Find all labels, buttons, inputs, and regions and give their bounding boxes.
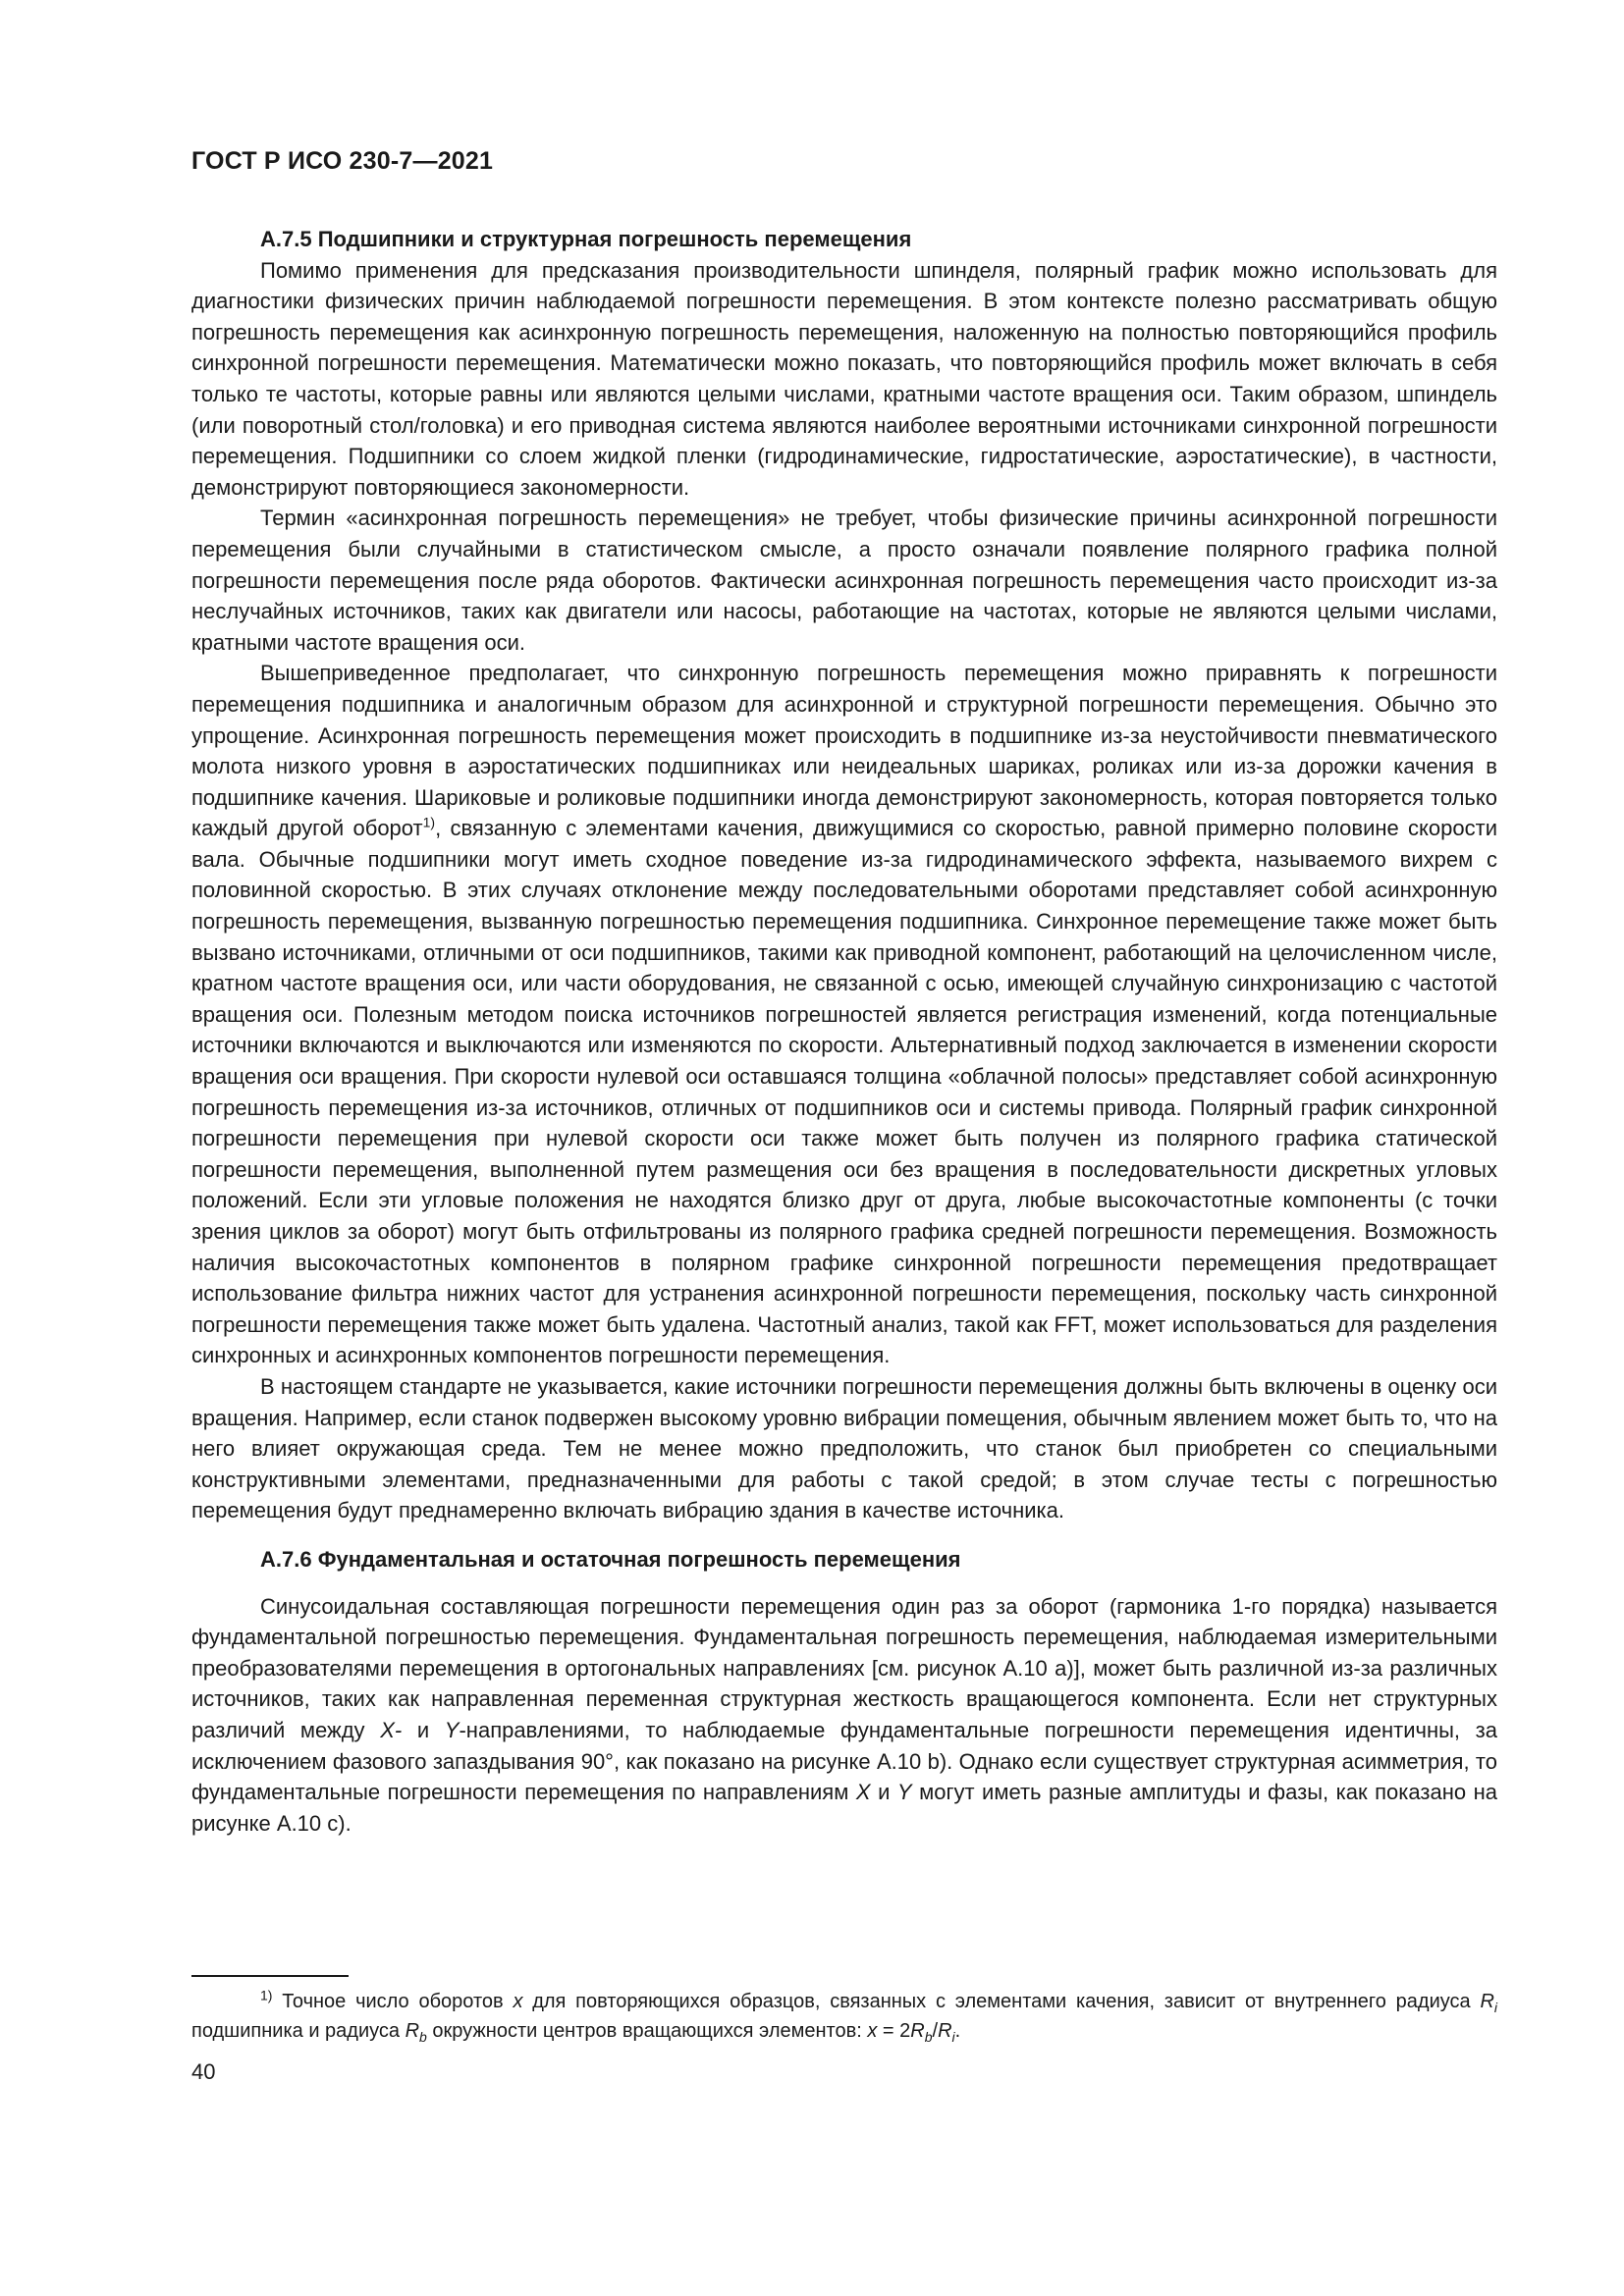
footnote bbox=[191, 1987, 1497, 2046]
footnote-part: подшипника и радиуса bbox=[191, 2020, 406, 2042]
symbol-x: X bbox=[855, 1780, 871, 1805]
symbol-x: x bbox=[513, 1991, 523, 2012]
section-heading-a76: А.7.6 Фундаментальная и остаточная погрешность перемещения bbox=[260, 1546, 961, 1572]
paragraph-a75-1: Помимо применения для предсказания производительности шпинделя, полярный график можно использовать для диагностики физических причин наблюдаемой погрешности перемещения. В этом контексте полезно рассматривать общую погрешность перемещения как асинхронную погрешность перемещения, наложенную на полностью повторяющийся профиль синхронной погрешности перемещения. Математически можно показать, что повторяющийся профиль может включать в себя только те частоты, которые равны или являются целыми числами, кратными частоте вращения оси. Таким образом, шпиндель (или поворотный стол/головка) и его приводная система являются наиболее вероятными источниками синхронной погрешности перемещения. Подшипники со слоем жидкой пленки (гидродинамические, гидростатические, аэростатические), в частности, демонстрируют повторяющиеся закономерности. bbox=[191, 257, 1497, 500]
subscript-i: i bbox=[951, 2029, 955, 2045]
symbol-r: R bbox=[1480, 1991, 1494, 2012]
section-heading-a75: А.7.5 Подшипники и структурная погрешность перемещения bbox=[260, 227, 912, 251]
symbol-r: R bbox=[938, 2020, 952, 2042]
page-number: 40 bbox=[191, 2059, 216, 2084]
paragraph-a76-1 bbox=[191, 1591, 1497, 1840]
footnote-text bbox=[191, 1987, 1497, 2046]
paragraph-a75-3 bbox=[191, 658, 1497, 1371]
subscript-i: i bbox=[1493, 2000, 1498, 2015]
symbol-r: R bbox=[405, 2020, 420, 2042]
main-text bbox=[191, 224, 1497, 1839]
document-header-title: ГОСТ Р ИСО 230-7—2021 bbox=[191, 147, 494, 175]
footnote-part: . bbox=[954, 2020, 961, 2042]
footnote-reference: 1) bbox=[422, 814, 436, 830]
symbol-r: R bbox=[910, 2020, 925, 2042]
text-and: и bbox=[402, 1717, 445, 1742]
footnote-part: окружности центров вращающихся элементов: bbox=[426, 2020, 868, 2042]
paragraph-a76-1-part2: -направлениями, то наблюдаемые фундаментальные погрешности перемещения идентичны, за исключением фазового запаздывания 90°, как показано на рисунке А.10 b). Однако если существует структурная асимметрия, то фундаментальные погрешности перемещения по направлениям bbox=[191, 1717, 1497, 1805]
symbol-x: x bbox=[867, 2020, 878, 2042]
symbol-x: X- bbox=[380, 1717, 403, 1742]
footnote-mark: 1) bbox=[260, 1987, 273, 2003]
paragraph-a75-3-part1: Вышеприведенное предполагает, что синхронную погрешность перемещения можно приравнять к погрешности перемещения подшипника и аналогичным образом для асинхронной и структурной погрешности перемещения. Обычно это упрощение. Асинхронная погрешность перемещения может происходить в подшипнике из-за неустойчивости пневматического молота низкого уровня в аэростатических подшипниках или неидеальных шариках, роликах или из-за дорожки качения в подшипнике качения. Шариковые и роликовые подшипники иногда демонстрируют закономерность, которая повторяется только каждый другой оборот bbox=[191, 661, 1497, 841]
footnote-part: для повторяющихся образцов, связанных с элементами качения, зависит от внутреннего радиуса bbox=[522, 1991, 1481, 2012]
symbol-y: Y bbox=[896, 1780, 912, 1805]
footnote-part: Точное число оборотов bbox=[272, 1991, 514, 2012]
footnote-separator bbox=[191, 1975, 349, 1977]
symbol-y: Y bbox=[444, 1717, 460, 1742]
subscript-b: b bbox=[924, 2029, 933, 2045]
paragraph-a76-1-part3: могут иметь разные амплитуды и фазы, как показано на рисунке А.10 с). bbox=[191, 1780, 1497, 1836]
footnote-part: / bbox=[932, 2020, 939, 2042]
text-and: и bbox=[870, 1780, 897, 1805]
paragraph-a75-2: Термин «асинхронная погрешность перемещения» не требует, чтобы физические причины асинхронной погрешности перемещения были случайными в статистическом смысле, а просто означали появление полярного графика полной погрешности перемещения после ряда оборотов. Фактически асинхронная погрешность перемещения часто происходит из-за неслучайных источников, таких как двигатели или насосы, работающие на частотах, которые не являются целыми числами, кратными частоте вращения оси. bbox=[191, 506, 1497, 655]
subscript-b: b bbox=[419, 2029, 427, 2045]
paragraph-a75-3-part2: , связанную с элементами качения, движущимися со скоростью, равной примерно половине скорости вала. Обычные подшипники могут иметь сходное поведение из-за гидродинамического эффекта, называемого вихрем с половинной скоростью. В этих случаях отклонение между последовательными оборотами представляет собой асинхронную погрешность перемещения, вызванную погрешностью перемещения подшипника. Синхронное перемещение также может быть вызвано источниками, отличными от оси подшипников, такими как приводной компонент, работающий на целочисленном числе, кратном частоте вращения оси, или части оборудования, не связанной с осью, имеющей случайную синхронизацию с частотой вращения оси. Полезным методом поиска источников погрешностей является регистрация изменений, когда потенциальные источники включаются и выключаются или изменяются по скорости. Альтернативный подход заключается в изменении скорости вращения оси вращения. При скорости нулевой оси оставшаяся толщина «облачной полосы» представляет собой асинхронную погрешность перемещения из-за источников, отличных от подшипников оси и системы привода. Полярный график синхронной погрешности перемещения при нулевой скорости оси также может быть получен из полярного графика статической погрешности перемещения, выполненной путем размещения оси без вращения в последовательности дискретных угловых положений. Если эти угловые положения не находятся близко друг от друга, любые высокочастотные компоненты (с точки зрения циклов за оборот) могут быть отфильтрованы из полярного графика средней погрешности перемещения. Возможность наличия высокочастотных компонентов в полярном графике синхронной погрешности перемещения предотвращает использование фильтра нижних частот для устранения асинхронной погрешности перемещения, поскольку часть синхронной погрешности перемещения также может быть удалена. Частотный анализ, такой как FFT, может использоваться для разделения синхронных и асинхронных компонентов погрешности перемещения. bbox=[191, 816, 1498, 1368]
footnote-part: = 2 bbox=[877, 2020, 911, 2042]
paragraph-a75-4: В настоящем стандарте не указывается, какие источники погрешности перемещения должны быть включены в оценку оси вращения. Например, если станок подвержен высокому уровню вибрации помещения, обычным явлением может быть то, что на него влияет окружающая среда. Тем не менее можно предположить, что станок был приобретен со специальными конструктивными элементами, предназначенными для работы с такой средой; в этом случае тесты с погрешностью перемещения будут преднамеренно включать вибрацию здания в качестве источника. bbox=[191, 1373, 1497, 1523]
paragraph-a76-1-part1: Синусоидальная составляющая погрешности перемещения один раз за оборот (гармоника 1-го порядка) называется фундаментальной погрешностью перемещения. Фундаментальная погрешность перемещения, наблюдаемая измерительными преобразователями перемещения в ортогональных направлениях [см. рисунок А.10 а)], может быть различной из-за различных источников, таких как направленная переменная структурная жесткость вращающегося компонента. Если нет структурных различий между bbox=[191, 1593, 1497, 1742]
